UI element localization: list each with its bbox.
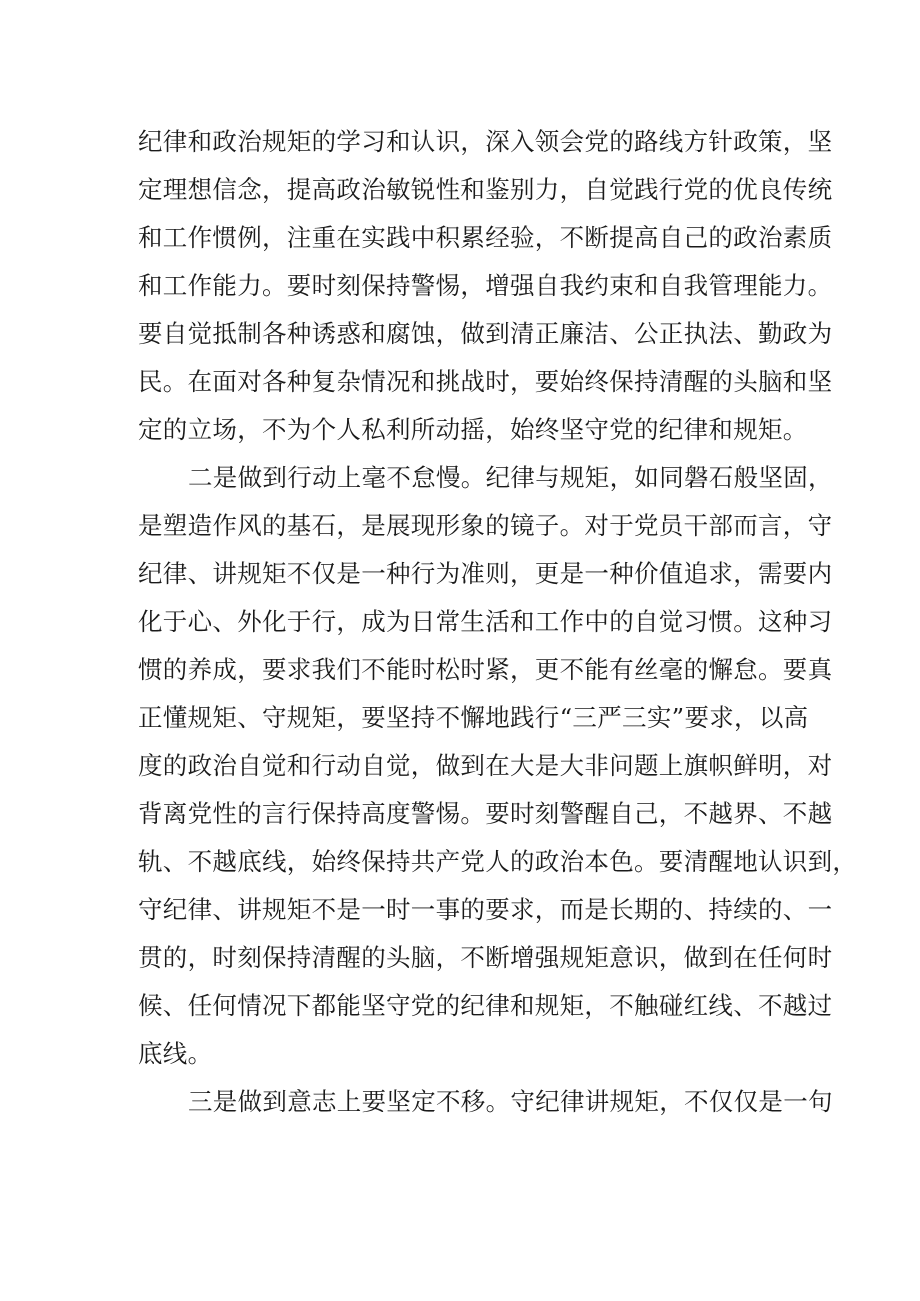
paragraph-2-start: 二是做到行动上毫不怠慢。纪律与规矩，如同磐石般坚固， xyxy=(188,463,833,492)
text-line: 正懂规矩、守规矩，要坚持不懈地践行“三严三实”要求，以高 xyxy=(138,703,809,732)
text-line: 和工作能力。要时刻保持警惕，增强自我约束和自我管理能力。 xyxy=(138,271,833,300)
text-line: 度的政治自觉和行动自觉，做到在大是大非问题上旗帜鲜明，对 xyxy=(138,751,833,780)
text-line: 候、任何情况下都能坚守党的纪律和规矩，不触碰红线、不越过 xyxy=(138,991,833,1020)
text-line: 定理想信念，提高政治敏锐性和鉴别力，自觉践行党的优良传统 xyxy=(138,175,833,204)
text-line: 惯的养成，要求我们不能时松时紧，更不能有丝毫的懈怠。要真 xyxy=(138,655,833,684)
text-line: 是塑造作风的基石，是展现形象的镜子。对于党员干部而言，守 xyxy=(138,511,833,540)
text-line: 守纪律、讲规矩不是一时一事的要求，而是长期的、持续的、一 xyxy=(138,895,833,924)
text-line: 纪律、讲规矩不仅是一种行为准则，更是一种价值追求，需要内 xyxy=(138,559,833,588)
text-line: 底线。 xyxy=(138,1039,213,1068)
text-line: 化于心、外化于行，成为日常生活和工作中的自觉习惯。这种习 xyxy=(138,607,833,636)
text-line: 纪律和政治规矩的学习和认识，深入领会党的路线方针政策，坚 xyxy=(138,127,833,156)
text-line: 和工作惯例，注重在实践中积累经验，不断提高自己的政治素质 xyxy=(138,223,833,252)
paragraph-3-start: 三是做到意志上要坚定不移。守纪律讲规矩，不仅仅是一句 xyxy=(188,1087,833,1116)
text-line: 民。在面对各种复杂情况和挑战时，要始终保持清醒的头脑和坚 xyxy=(138,367,833,396)
body-text xyxy=(138,118,858,1126)
text-line: 贯的，时刻保持清醒的头脑，不断增强规矩意识，做到在任何时 xyxy=(138,943,833,972)
text-line: 要自觉抵制各种诱惑和腐蚀，做到清正廉洁、公正执法、勤政为 xyxy=(138,319,833,348)
text-line: 背离党性的言行保持高度警惕。要时刻警醒自己，不越界、不越 xyxy=(138,799,833,828)
text-line: 轨、不越底线，始终保持共产党人的政治本色。要清醒地认识到， xyxy=(138,847,858,876)
text-line: 定的立场，不为个人私利所动摇，始终坚守党的纪律和规矩。 xyxy=(138,415,808,444)
